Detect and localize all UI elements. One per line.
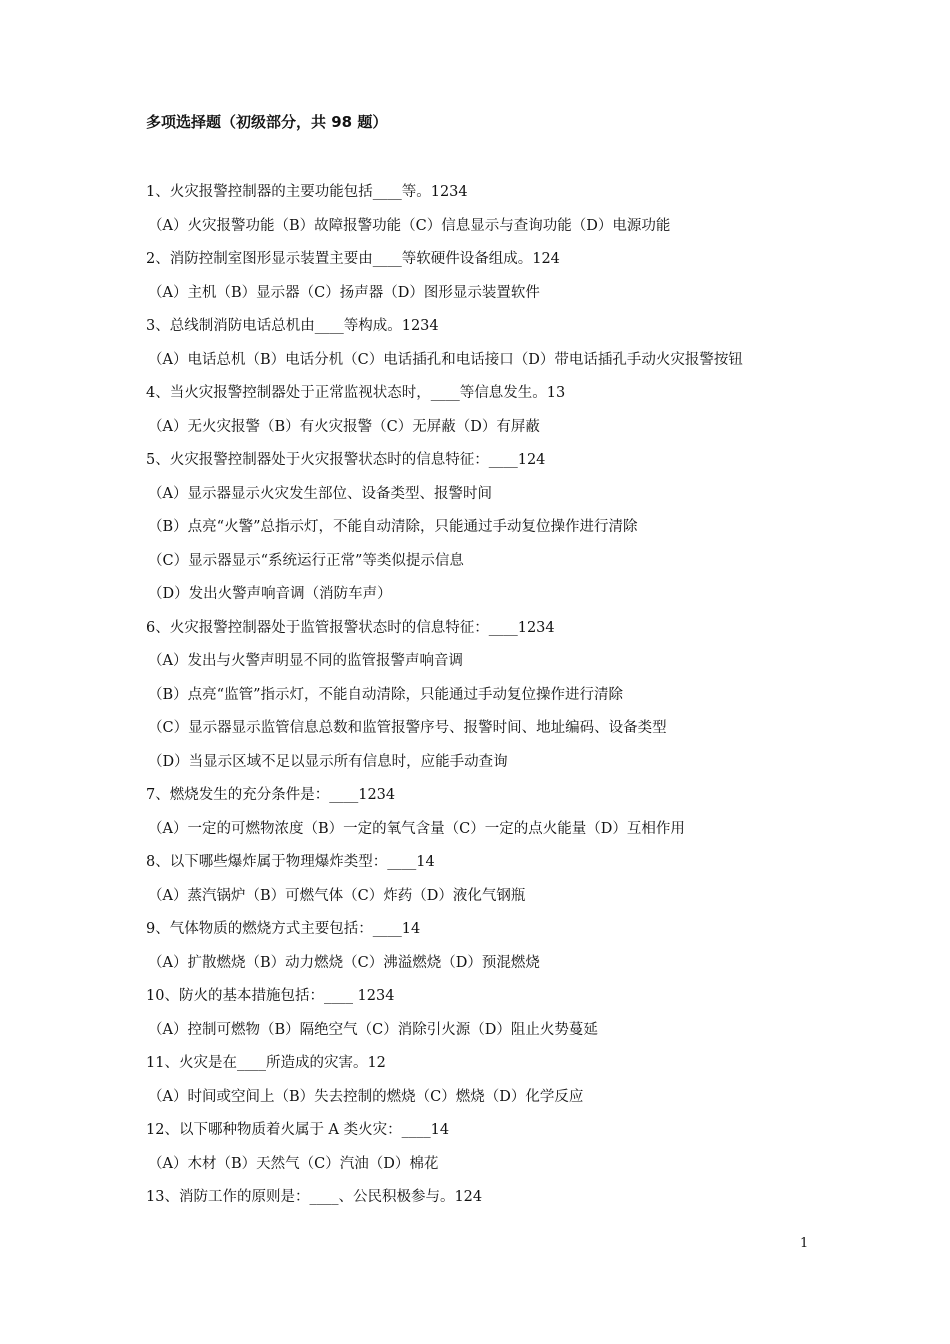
question-text: 9、气体物质的燃烧方式主要包括：____14	[146, 921, 421, 937]
answer-options: （A）发出与火警声明显不同的监管报警声响音调	[148, 653, 463, 669]
question-text: 2、消防控制室图形显示装置主要由____等软硬件设备组成。124	[146, 251, 560, 267]
question-text: 13、消防工作的原则是：____、公民积极参与。124	[146, 1189, 483, 1205]
answer-options: （A）时间或空间上（B）失去控制的燃烧（C）燃烧（D）化学反应	[148, 1088, 584, 1105]
answer-options: （A）显示器显示火灾发生部位、设备类型、报警时间	[148, 485, 492, 502]
question-text: 10、防火的基本措施包括：____ 1234	[146, 988, 395, 1004]
page-title: 多项选择题（初级部分，共 98 题）	[146, 113, 388, 131]
answer-options: （C）显示器显示监管信息总数和监管报警序号、报警时间、地址编码、设备类型	[148, 720, 667, 736]
answer-options: （D）发出火警声响音调（消防车声）	[148, 586, 392, 602]
answer-options: （A）电话总机（B）电话分机（C）电话插孔和电话接口（D）带电话插孔手动火灾报警按钮	[148, 351, 743, 368]
question-text: 12、以下哪种物质着火属于 A 类火灾：____14	[146, 1122, 450, 1138]
question-text: 3、总线制消防电话总机由____等构成。1234	[146, 318, 439, 334]
answer-options: （A）主机（B）显示器（C）扬声器（D）图形显示装置软件	[148, 284, 540, 301]
question-text: 5、火灾报警控制器处于火灾报警状态时的信息特征：____124	[146, 452, 546, 468]
question-text: 8、以下哪些爆炸属于物理爆炸类型：____14	[146, 854, 435, 870]
page-number: 1	[800, 1236, 809, 1251]
question-list	[146, 176, 846, 1215]
answer-options: （A）蒸汽锅炉（B）可燃气体（C）炸药（D）液化气钢瓶	[148, 887, 526, 904]
answer-options: （B）点亮“监管”指示灯，不能自动清除，只能通过手动复位操作进行清除	[148, 686, 623, 703]
answer-options: （A）火灾报警功能（B）故障报警功能（C）信息显示与查询功能（D）电源功能	[148, 217, 671, 234]
answer-options: （C）显示器显示“系统运行正常”等类似提示信息	[148, 552, 464, 569]
answer-options: （D）当显示区域不足以显示所有信息时，应能手动查询	[148, 753, 508, 770]
answer-options: （A）扩散燃烧（B）动力燃烧（C）沸溢燃烧（D）预混燃烧	[148, 954, 540, 971]
question-text: 4、当火灾报警控制器处于正常监视状态时，____等信息发生。13	[146, 385, 566, 401]
question-text: 6、火灾报警控制器处于监管报警状态时的信息特征：____1234	[146, 619, 555, 636]
question-text: 7、燃烧发生的充分条件是：____1234	[146, 787, 396, 803]
question-text: 1、火灾报警控制器的主要功能包括____等。1234	[146, 184, 468, 200]
answer-options: （A）一定的可燃物浓度（B）一定的氧气含量（C）一定的点火能量（D）互相作用	[148, 820, 685, 837]
answer-options: （A）木材（B）天然气（C）汽油（D）棉花	[148, 1155, 439, 1172]
answer-options: （A）控制可燃物（B）隔绝空气（C）消除引火源（D）阻止火势蔓延	[148, 1021, 598, 1038]
answer-options: （A）无火灾报警（B）有火灾报警（C）无屏蔽（D）有屏蔽	[148, 418, 540, 435]
question-text: 11、火灾是在____所造成的灾害。12	[146, 1055, 386, 1071]
answer-options: （B）点亮“火警”总指示灯，不能自动清除，只能通过手动复位操作进行清除	[148, 519, 638, 535]
